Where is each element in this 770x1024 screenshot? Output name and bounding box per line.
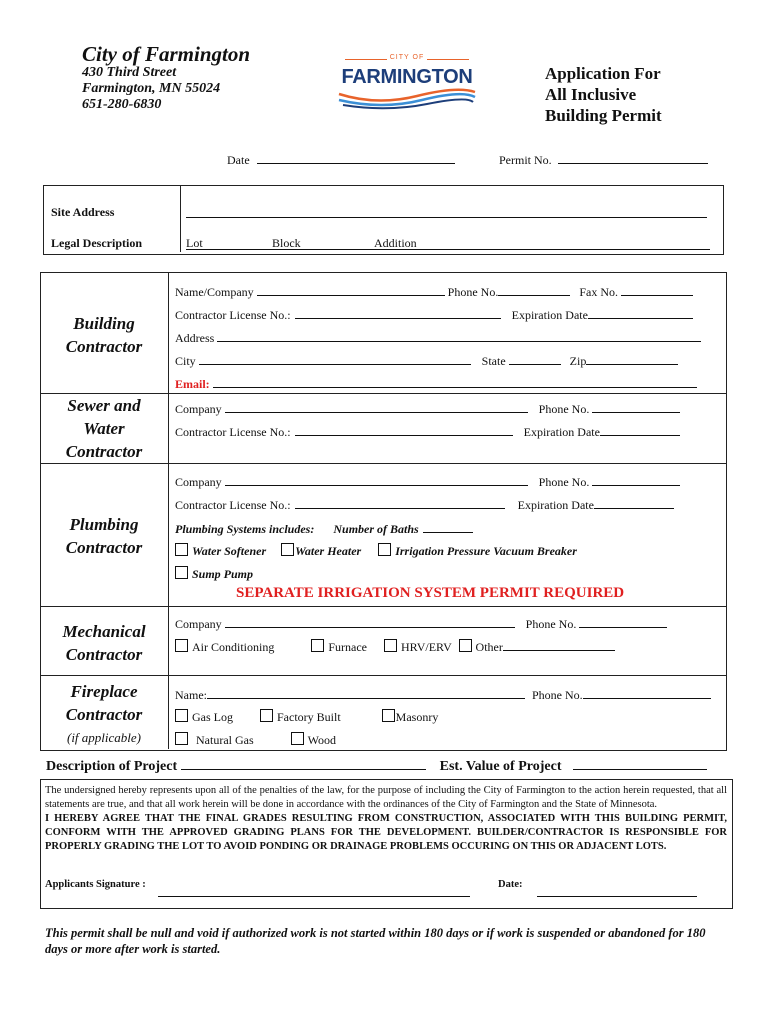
contractors-column-divider	[168, 273, 169, 749]
sewer-label-line-3: Contractor	[65, 442, 143, 461]
mechanical-company-input[interactable]	[225, 615, 515, 628]
building-row-4	[175, 352, 715, 369]
mechanical-phone-input[interactable]	[579, 615, 667, 628]
plumbing-systems-label: Plumbing Systems includes:	[175, 522, 315, 536]
fireplace-label-line-2: Contractor	[65, 705, 143, 724]
sewer-company-label: Company	[175, 402, 222, 416]
building-label-line-1: Building	[73, 314, 135, 333]
permit-number-input[interactable]	[558, 151, 708, 164]
building-row-3	[175, 329, 715, 346]
building-email-label: Email:	[175, 377, 210, 391]
sump-pump-label: Sump Pump	[192, 567, 254, 581]
farmington-logo	[337, 54, 477, 110]
row-divider	[41, 675, 726, 676]
title-line-2: All Inclusive	[545, 85, 637, 104]
building-row-1	[175, 283, 715, 300]
site-address-label: Site Address	[51, 205, 115, 219]
building-address-input[interactable]	[217, 329, 701, 342]
building-zip-input[interactable]	[586, 352, 678, 365]
project-description-input[interactable]	[181, 757, 426, 770]
building-contractor-label	[40, 312, 168, 358]
city-name: City of Farmington	[82, 42, 251, 66]
form-title	[545, 63, 662, 126]
legal-description-row	[186, 236, 710, 250]
title-line-1: Application For	[545, 64, 661, 83]
plumbing-row-4	[175, 543, 715, 559]
sewer-license-label: Contractor License No.:	[175, 425, 291, 439]
masonry-checkbox[interactable]	[382, 709, 395, 722]
sewer-row-2	[175, 423, 715, 440]
building-label-line-2: Contractor	[65, 337, 143, 356]
water-softener-option[interactable]	[175, 544, 266, 558]
building-city-label: City	[175, 354, 196, 368]
furnace-checkbox[interactable]	[311, 639, 324, 652]
certification-text	[45, 784, 727, 854]
fireplace-phone-input[interactable]	[583, 686, 711, 699]
sewer-row-1	[175, 400, 715, 417]
sewer-expiration-input[interactable]	[600, 423, 680, 436]
address-line-1: 430 Third Street	[82, 65, 177, 80]
building-name-label: Name/Company	[175, 285, 254, 299]
mechanical-phone-label: Phone No.	[525, 617, 577, 631]
plumbing-row-2	[175, 496, 715, 513]
air-conditioning-checkbox[interactable]	[175, 639, 188, 652]
building-fax-input[interactable]	[621, 283, 693, 296]
mechanical-label-line-2: Contractor	[65, 645, 143, 664]
building-name-input[interactable]	[257, 283, 445, 296]
air-conditioning-option[interactable]	[175, 640, 274, 654]
fireplace-row-2	[175, 709, 715, 725]
site-divider	[180, 186, 181, 252]
sewer-expiration-label: Expiration Date	[523, 425, 600, 439]
water-heater-option[interactable]	[281, 544, 361, 558]
project-value-input[interactable]	[573, 757, 707, 770]
irrigation-breaker-checkbox[interactable]	[378, 543, 391, 556]
mechanical-row-2	[175, 638, 715, 655]
city-phone: 651-280-6830	[82, 97, 162, 112]
fireplace-contractor-label	[40, 680, 168, 749]
masonry-option[interactable]	[382, 710, 439, 724]
permit-number-label: Permit No.	[499, 153, 552, 167]
wood-label: Wood	[307, 733, 337, 747]
fireplace-label-line-1: Fireplace	[70, 682, 138, 701]
plumbing-phone-input[interactable]	[592, 473, 680, 486]
hrv-erv-option[interactable]	[384, 640, 452, 654]
building-city-input[interactable]	[199, 352, 471, 365]
fireplace-row-3	[175, 732, 715, 748]
project-row	[46, 757, 707, 775]
sewer-company-input[interactable]	[225, 400, 528, 413]
logo-wordmark: FARMINGTON	[341, 66, 473, 88]
building-license-label: Contractor License No.:	[175, 308, 291, 322]
plumbing-expiration-input[interactable]	[594, 496, 674, 509]
logo-city-of: CITY OF	[389, 54, 425, 61]
city-address	[82, 65, 220, 113]
building-license-input[interactable]	[295, 306, 501, 319]
building-state-input[interactable]	[509, 352, 561, 365]
lot-label: Lot	[186, 236, 203, 250]
building-expiration-label: Expiration Date	[511, 308, 588, 322]
fireplace-row-1	[175, 686, 720, 703]
water-softener-checkbox[interactable]	[175, 543, 188, 556]
factory-built-option[interactable]	[260, 710, 341, 724]
project-description-label: Description of Project	[46, 759, 178, 774]
number-of-baths-label: Number of Baths	[333, 522, 419, 536]
gas-log-label: Gas Log	[192, 710, 233, 724]
signature-date-input[interactable]	[537, 884, 697, 897]
mechanical-contractor-label	[40, 620, 168, 666]
other-label: Other	[475, 640, 503, 654]
date-label: Date	[227, 153, 250, 167]
building-phone-label: Phone No.	[447, 285, 499, 299]
plumbing-company-input[interactable]	[225, 473, 528, 486]
sewer-license-input[interactable]	[295, 423, 513, 436]
plumbing-row-5	[175, 566, 715, 582]
air-conditioning-label: Air Conditioning	[192, 640, 275, 654]
row-divider	[41, 606, 726, 607]
mechanical-label-line-1: Mechanical	[62, 622, 146, 641]
factory-built-checkbox[interactable]	[260, 709, 273, 722]
addition-label: Addition	[374, 236, 417, 250]
plumbing-phone-label: Phone No.	[538, 475, 590, 489]
gas-log-option[interactable]	[175, 710, 233, 724]
project-value-label: Est. Value of Project	[439, 759, 562, 774]
void-permit-notice: This permit shall be null and void if authorized work is not started within 180 days or if work is suspended or abandoned for 180 days or more after work is started.	[45, 926, 706, 956]
fireplace-name-label: Name:	[175, 688, 207, 702]
building-fax-label: Fax No.	[579, 285, 618, 299]
fireplace-name-input[interactable]	[207, 686, 525, 699]
natural-gas-checkbox[interactable]	[175, 732, 188, 745]
irrigation-breaker-option[interactable]	[378, 544, 577, 558]
row-divider	[41, 463, 726, 464]
water-heater-checkbox[interactable]	[281, 543, 294, 556]
plumbing-license-label: Contractor License No.:	[175, 498, 291, 512]
mechanical-row-1	[175, 615, 715, 632]
applicant-signature-label: Applicants Signature :	[45, 879, 146, 890]
wood-option[interactable]	[291, 733, 336, 747]
mechanical-company-label: Company	[175, 617, 222, 631]
natural-gas-label: Natural Gas	[196, 733, 254, 747]
building-phone-input[interactable]	[498, 283, 570, 296]
hrv-erv-checkbox[interactable]	[384, 639, 397, 652]
grading-agreement-paragraph: I HEREBY AGREE THAT THE FINAL GRADES RESULTING FROM CONSTRUCTION, ASSOCIATED WITH THIS BUILDING PERMIT, CONFORM WITH THE APPROVED GRADING PLANS FOR THE DEVELOPMENT. BUILDER/CONTRACTOR IS RESPONSIBLE FOR PROPERLY GRADING THE LOT TO AVOID PONDING OR DRAINAGE PROBLEMS OCCURING ON THIS OR ADJACENT LOTS.	[45, 813, 727, 852]
sewer-phone-input[interactable]	[592, 400, 680, 413]
sewer-label-line-2: Water	[83, 419, 125, 438]
permit-number-field	[499, 151, 708, 168]
building-email-input[interactable]	[213, 375, 697, 388]
sewer-water-contractor-label	[40, 394, 168, 463]
legal-description-label: Legal Description	[51, 236, 142, 250]
plumbing-expiration-label: Expiration Date	[517, 498, 594, 512]
applicant-signature-input[interactable]	[158, 884, 470, 897]
signature-date-label: Date:	[498, 879, 523, 890]
gas-log-checkbox[interactable]	[175, 709, 188, 722]
number-of-baths-input[interactable]	[423, 520, 473, 533]
fireplace-phone-label: Phone No.	[532, 688, 583, 702]
sewer-phone-label: Phone No.	[538, 402, 590, 416]
sewer-label-line-1: Sewer and	[67, 396, 141, 415]
furnace-label: Furnace	[328, 640, 367, 654]
plumbing-company-label: Company	[175, 475, 222, 489]
other-input[interactable]	[503, 638, 615, 651]
plumbing-contractor-label	[40, 513, 168, 559]
building-row-2	[175, 306, 715, 323]
irrigation-breaker-label: Irrigation Pressure Vacuum Breaker	[395, 544, 577, 558]
building-row-5	[175, 375, 715, 392]
date-field	[227, 151, 455, 168]
other-option[interactable]	[459, 640, 615, 654]
sump-pump-checkbox[interactable]	[175, 566, 188, 579]
wood-checkbox[interactable]	[291, 732, 304, 745]
plumbing-row-1	[175, 473, 715, 490]
site-address-input[interactable]	[186, 205, 707, 218]
sump-pump-option[interactable]	[175, 567, 253, 581]
plumbing-row-3	[175, 520, 715, 537]
fireplace-label-line-3: (if applicable)	[66, 730, 141, 745]
title-line-3: Building Permit	[545, 106, 662, 125]
plumbing-label-line-2: Contractor	[65, 538, 143, 557]
logo-rule-right	[427, 59, 469, 60]
furnace-option[interactable]	[311, 640, 367, 654]
certification-paragraph: The undersigned hereby represents upon all of the penalties of the law, for the purpose of including the City of Farmington to the action herein requested, that all statements are true, and that all work herein will be done in accordance with the ordinances of the City of Farmington and the State of Minnesota.	[45, 785, 727, 810]
irrigation-permit-notice: SEPARATE IRRIGATION SYSTEM PERMIT REQUIRED	[236, 585, 625, 601]
other-checkbox[interactable]	[459, 639, 472, 652]
river-wave-icon	[337, 88, 477, 110]
block-label: Block	[272, 236, 301, 250]
building-zip-label: Zip	[569, 354, 587, 368]
building-state-label: State	[481, 354, 506, 368]
hrv-erv-label: HRV/ERV	[401, 640, 452, 654]
building-expiration-input[interactable]	[588, 306, 693, 319]
address-line-2: Farmington, MN 55024	[82, 81, 221, 96]
factory-built-label: Factory Built	[277, 710, 341, 724]
masonry-label: Masonry	[395, 710, 439, 724]
date-input[interactable]	[257, 151, 455, 164]
water-softener-label: Water Softener	[192, 544, 267, 558]
natural-gas-option[interactable]	[175, 733, 254, 747]
plumbing-license-input[interactable]	[295, 496, 505, 509]
plumbing-label-line-1: Plumbing	[69, 515, 139, 534]
building-address-label: Address	[175, 331, 215, 345]
water-heater-label: Water Heater	[295, 544, 362, 558]
